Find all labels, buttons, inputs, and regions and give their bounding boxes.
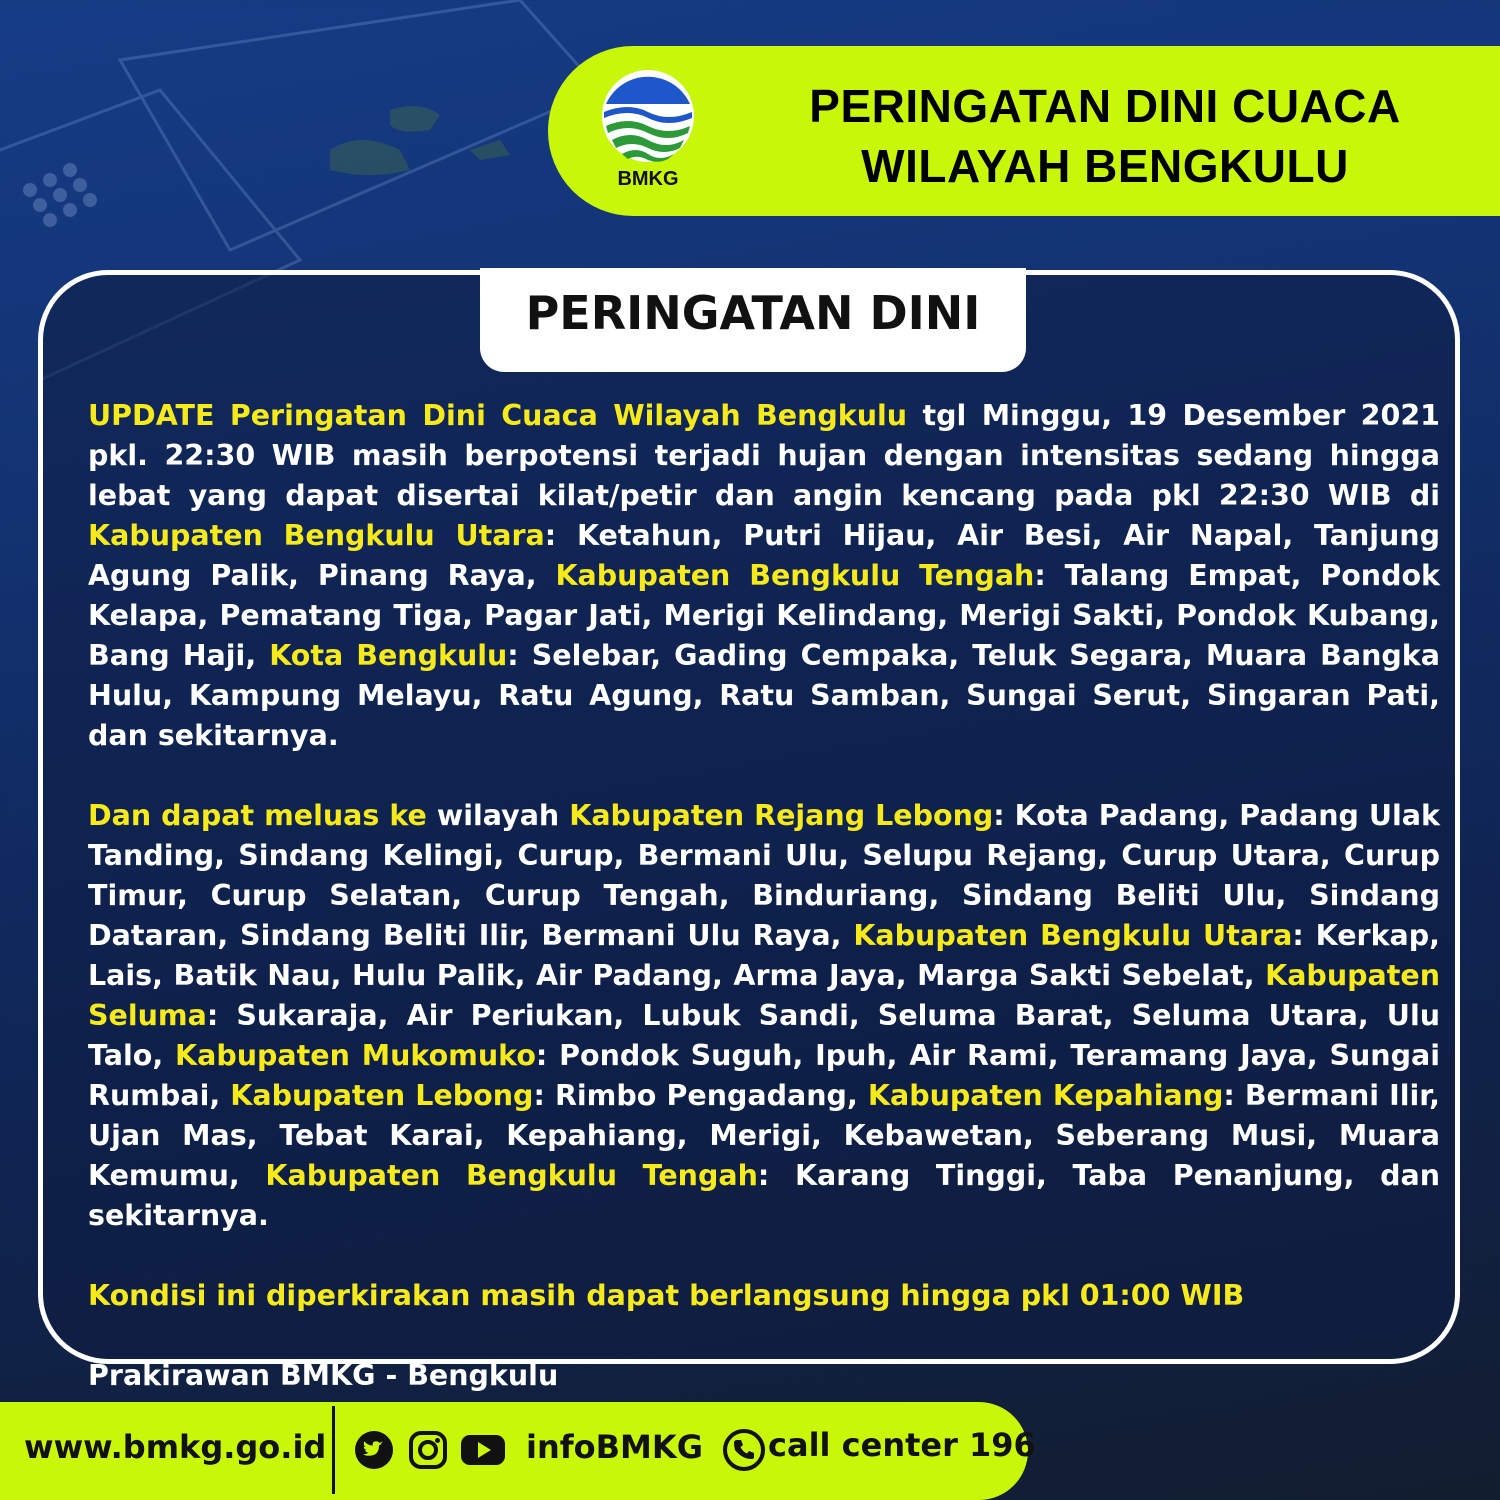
body-text-segment: : Bermani Ilir, Ujan Mas, Tebat Karai, Kepahiang, Merigi, Kebawetan, Seberang Musi, Muara Kemumu, (88, 1079, 1440, 1192)
warning-paragraph-2 (88, 796, 1440, 1236)
body-text-segment: : Selebar, Gading Cempaka, Teluk Segara, Muara Bangka Hulu, Kampung Melayu, Ratu Agung, Ratu Samban, Sungai Serut, Singaran Pati, dan sekitarnya. (88, 639, 1440, 752)
body-text-segment: : Karang Tinggi, Taba Penanjung, dan sekitarnya. (88, 1159, 1441, 1232)
bmkg-logo (598, 68, 698, 192)
title-line-2: WILAYAH BENGKULU (861, 140, 1349, 192)
card-tab (480, 268, 1026, 372)
warning-paragraph-1 (88, 396, 1440, 756)
body-text-segment: wilayah (426, 799, 570, 832)
website-link[interactable]: www.bmkg.go.id (24, 1428, 327, 1466)
highlighted-text: Kabupaten Bengkulu Utara (853, 919, 1293, 952)
warning-body (88, 396, 1440, 1396)
title-line-1: PERINGATAN DINI CUACA (809, 80, 1401, 132)
instagram-icon[interactable] (408, 1430, 448, 1470)
body-text-segment: : Rimbo Pengadang, (533, 1079, 868, 1112)
card-tab-label: PERINGATAN DINI (525, 286, 981, 340)
highlighted-text: Kota Bengkulu (269, 639, 508, 672)
body-text-segment: : Ketahun, Putri Hijau, Air Besi, Air Napal, Tanjung Agung Palik, Pinang Raya, (88, 519, 1440, 592)
footer-divider (332, 1406, 335, 1494)
youtube-icon[interactable] (460, 1430, 506, 1470)
body-text-segment: : Kerkap, Lais, Batik Nau, Hulu Palik, Air Padang, Arma Jaya, Marga Sakti Sebelat, (88, 919, 1441, 992)
bmkg-logo-icon (598, 68, 698, 168)
signature-text: Prakirawan BMKG - Bengkulu (88, 1359, 559, 1392)
highlighted-text: Kabupaten Seluma (88, 959, 1440, 1032)
highlighted-text: Kabupaten Bengkulu Tengah (265, 1159, 758, 1192)
body-text-segment: : Sukaraja, Air Periukan, Lubuk Sandi, Seluma Barat, Seluma Utara, Ulu Talo, (88, 999, 1440, 1072)
body-text-segment: : Talang Empat, Pondok Kelapa, Pematang Tiga, Pagar Jati, Merigi Kelindang, Merigi Sakti, Pondok Kubang, Bang Haji, (88, 559, 1441, 672)
call-center-text[interactable]: call center 196 (768, 1426, 1036, 1464)
body-text-segment: : Kota Padang, Padang Ulak Tanding, Sindang Kelingi, Curup, Bermani Ulu, Selupu Rejang, Curup Utara, Curup Timur, Curup Selatan, Curup Tengah, Binduriang, Sindang Beliti Ulu, Sindang Dataran, Sindang Beliti Ilir, Bermani Ulu Raya, (88, 799, 1440, 952)
social-handle[interactable]: infoBMKG (526, 1428, 703, 1466)
highlighted-text: UPDATE Peringatan Dini Cuaca Wilayah Bengkulu (88, 399, 908, 432)
logo-text: BMKG (617, 168, 679, 190)
highlighted-text: Dan dapat meluas ke (88, 799, 427, 832)
phone-icon (722, 1428, 766, 1472)
highlighted-text: Kabupaten Rejang Lebong (569, 799, 994, 832)
twitter-icon[interactable] (354, 1430, 394, 1470)
condition-text: Kondisi ini diperkirakan masih dapat berlangsung hingga pkl 01:00 WIB (88, 1279, 1245, 1312)
highlighted-text: Kabupaten Bengkulu Tengah (555, 559, 1035, 592)
highlighted-text: Kabupaten Kepahiang (867, 1079, 1224, 1112)
page-title (760, 76, 1450, 196)
highlighted-text: Kabupaten Bengkulu Utara (88, 519, 545, 552)
body-text-segment: : Pondok Suguh, Ipuh, Air Rami, Teramang Jaya, Sungai Rumbai, (88, 1039, 1440, 1112)
highlighted-text: Kabupaten Lebong (230, 1079, 534, 1112)
body-text-segment: tgl Minggu, 19 Desember 2021 pkl. 22:30 WIB masih berpotensi terjadi hujan dengan intensitas sedang hingga lebat yang dapat disertai kilat/petir dan angin kencang pada pkl 22:30 WIB di (88, 399, 1440, 512)
highlighted-text: Kabupaten Mukomuko (175, 1039, 536, 1072)
